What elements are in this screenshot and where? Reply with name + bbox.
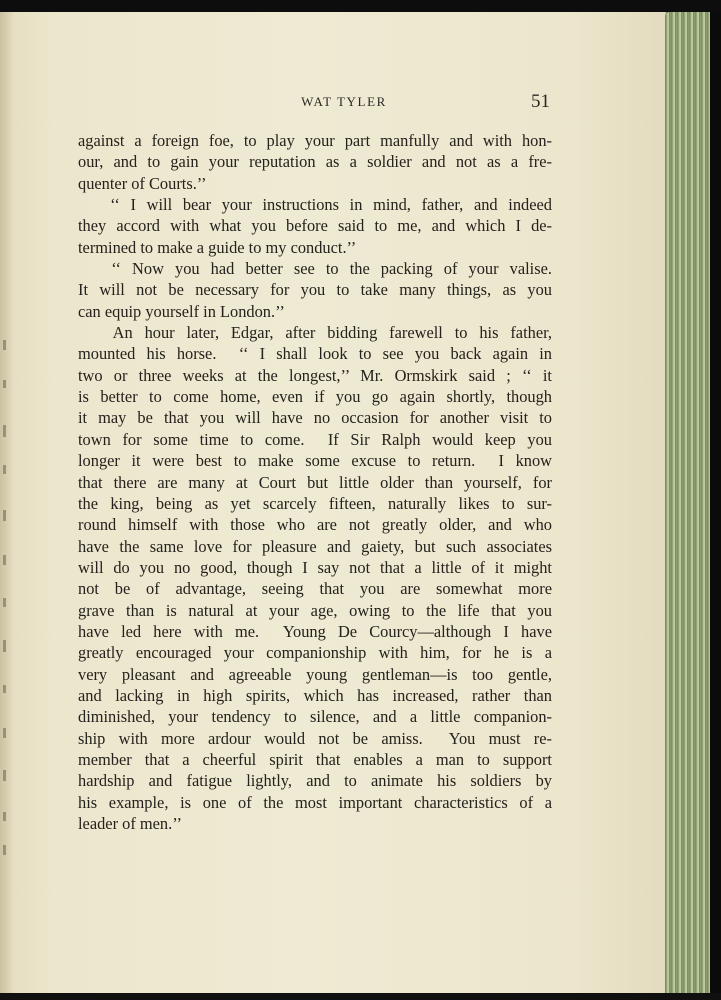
text-line: they accord with what you before said to me, and which I de-	[78, 216, 552, 236]
text-line: ship with more ardour would not be amiss. You must re-	[78, 728, 552, 748]
text-line: that there are many at Court but little older than yourself, for	[78, 472, 552, 492]
page-edges	[665, 12, 713, 996]
text-line: against a foreign foe, to play your part manfully and with hon-	[78, 131, 552, 150]
page-number: 51	[531, 91, 550, 112]
text-line: round himself with those who are not greatly older, and who	[78, 515, 552, 535]
text-line: can equip yourself in London.’’	[78, 301, 285, 321]
text-line: our, and to gain your reputation as a soldier and not as a fre-	[78, 152, 552, 172]
running-head-title: WAT TYLER	[301, 94, 387, 109]
text-line: will do you no good, though I say not that a little of it might	[78, 557, 552, 577]
text-line: the king, being as yet scarcely fifteen, naturally likes to sur-	[78, 493, 552, 513]
text-line: leader of men.’’	[78, 814, 182, 833]
text-line: It will not be necessary for you to take many things, as you	[78, 280, 552, 300]
bleed-through-marks	[3, 340, 13, 860]
text-line: and lacking in high spirits, which has increased, rather than	[78, 685, 552, 705]
text-line: have led here with me. Young De Courcy—although I have	[78, 621, 552, 641]
text-line: member that a cheerful spirit that enables a man to support	[78, 749, 552, 769]
text-line: have the same love for pleasure and gaiety, but such associates	[78, 536, 552, 556]
text-line: mounted his horse. ‘‘ I shall look to see you back again in	[78, 344, 552, 364]
text-line: diminished, your tendency to silence, and a little companion-	[78, 707, 552, 727]
text-line: longer it were best to make some excuse to return. I know	[78, 451, 552, 471]
text-line: is better to come home, even if you go again shortly, though	[78, 387, 552, 407]
text-line: very pleasant and agreeable young gentleman—is too gentle,	[78, 664, 552, 684]
text-line: hardship and fatigue lightly, and to animate his soldiers by	[78, 771, 552, 791]
text-line: not be of advantage, seeing that you are somewhat more	[78, 579, 552, 599]
scan-right-border	[710, 12, 721, 1000]
text-line: his example, is one of the most important characteristics of a	[78, 792, 552, 812]
text-line: An hour later, Edgar, after bidding farewell to his father,	[78, 323, 552, 343]
text-line: two or three weeks at the longest,’’ Mr. Ormskirk said ; ‘‘ it	[78, 365, 552, 385]
body-text	[78, 130, 552, 834]
running-head	[78, 91, 550, 114]
text-line: ‘‘ Now you had better see to the packing of your valise.	[78, 259, 552, 279]
text-line: town for some time to come. If Sir Ralph would keep you	[78, 429, 552, 449]
scan-bottom-border	[0, 993, 721, 1000]
text-line: it may be that you will have no occasion for another visit to	[78, 408, 552, 428]
text-line: termined to make a guide to my conduct.’’	[78, 237, 357, 257]
text-line: greatly encouraged your companionship with him, for he is a	[78, 643, 552, 663]
text-line: ‘‘ I will bear your instructions in mind, father, and indeed	[78, 195, 552, 215]
text-line: quenter of Courts.’’	[78, 173, 207, 193]
text-line: grave than is natural at your age, owing to the life that you	[78, 600, 552, 620]
